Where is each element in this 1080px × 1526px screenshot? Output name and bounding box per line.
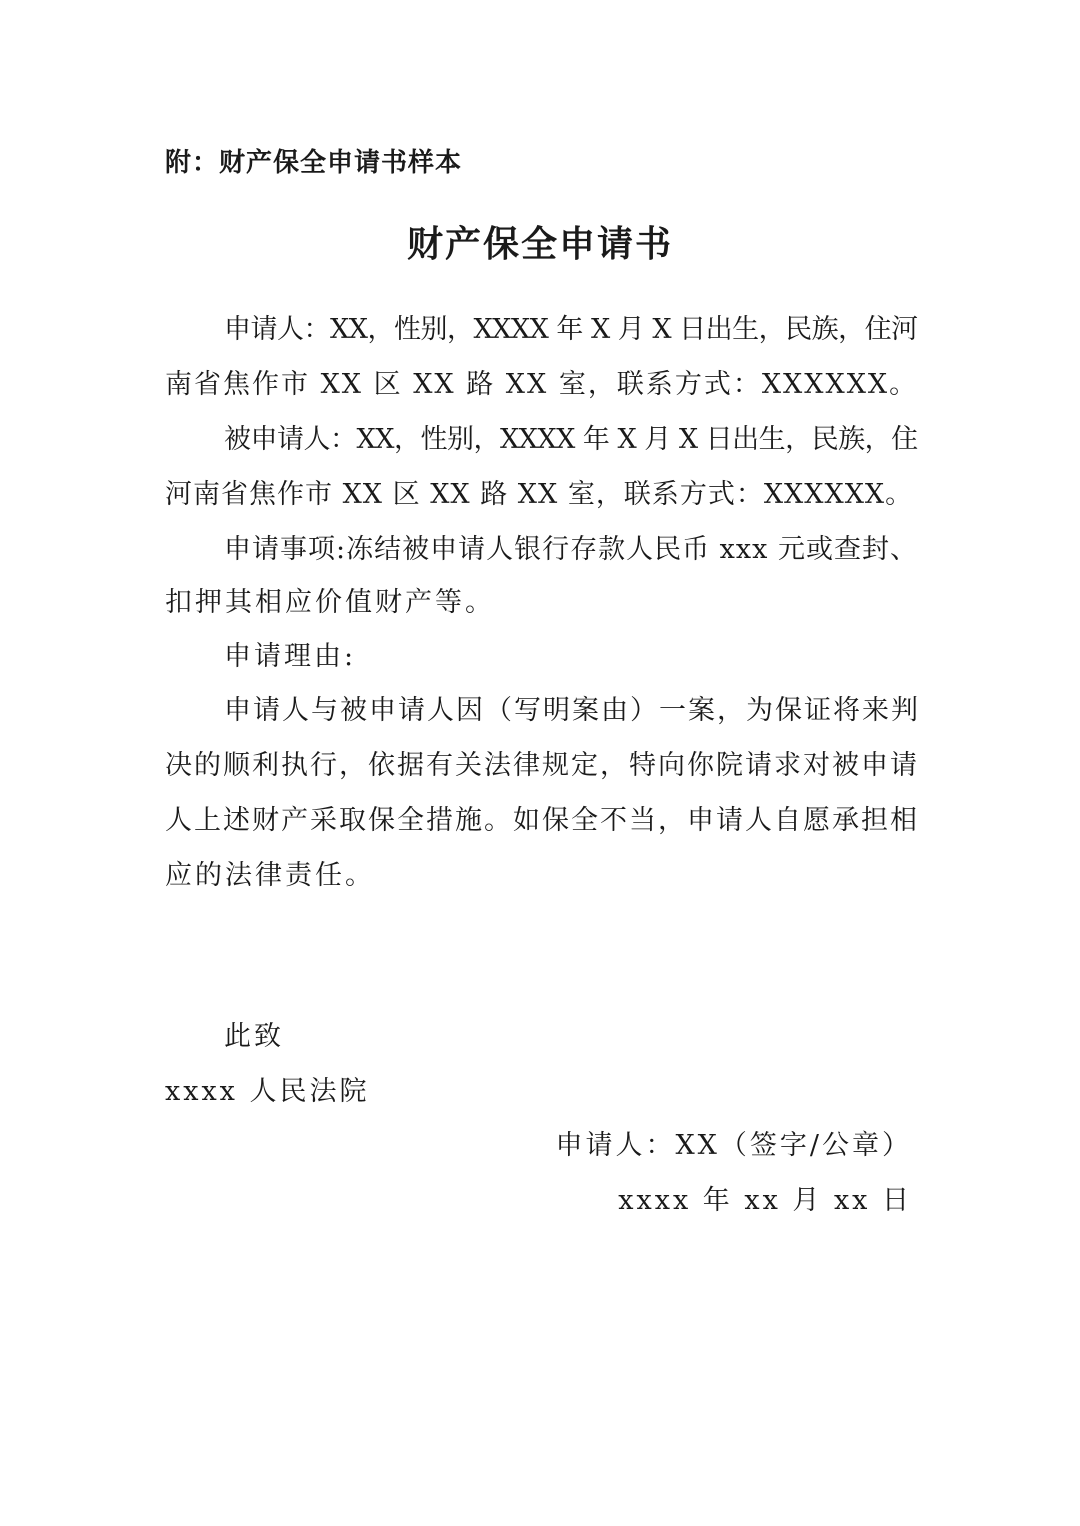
request-line-1: 申请事项:冻结被申请人银行存款人民币 xxx 元或查封、: [224, 534, 918, 565]
closing-salutation: 此致: [224, 1021, 284, 1052]
request-line-2: 扣押其相应价值财产等。: [165, 587, 495, 618]
reason-label: 申请理由:: [224, 641, 357, 672]
reason-line-2: 决的顺利执行，依据有关法律规定，特向你院请求对被申请: [165, 750, 919, 781]
respondent-line-1: 被申请人：XX，性别，XXXX 年 X 月 X 日出生，民族，住: [224, 424, 918, 455]
applicant-line-1: 申请人：XX，性别，XXXX 年 X 月 X 日出生，民族，住河: [224, 314, 918, 345]
respondent-line-2: 河南省焦作市 XX 区 XX 路 XX 室，联系方式：XXXXXX。: [165, 479, 914, 510]
reason-line-4: 应的法律责任。: [165, 860, 375, 891]
applicant-line-2: 南省焦作市 XX 区 XX 路 XX 室，联系方式：XXXXXX。: [165, 369, 919, 400]
document-title: 财产保全申请书: [406, 223, 673, 265]
reason-line-1: 申请人与被申请人因（写明案由）一案，为保证将来判: [224, 695, 920, 726]
signature-line: 申请人：XX（签字/公章）: [555, 1130, 912, 1161]
date-line: xxxx 年 xx 月 xx 日: [618, 1185, 912, 1216]
attachment-heading: 附：财产保全申请书样本: [165, 148, 463, 178]
reason-line-3: 人上述财产采取保全措施。如保全不当，申请人自愿承担相: [165, 805, 919, 836]
court-name: xxxx 人民法院: [165, 1076, 370, 1107]
